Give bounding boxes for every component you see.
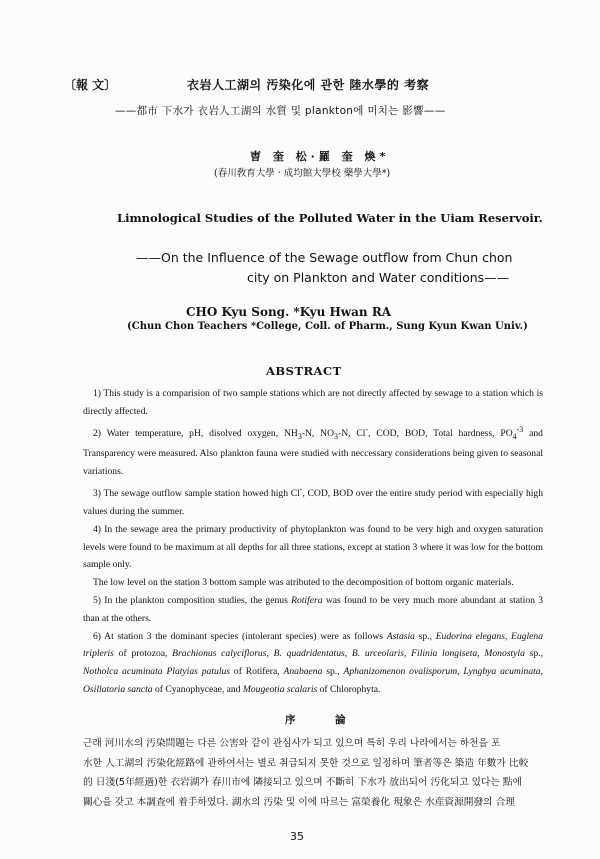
species-name: Anabaena [283, 666, 323, 678]
abstract-text: sp., [524, 648, 543, 660]
intro-line-2: 水한 人工湖의 汚染化經路에 관하여서는 별로 취급되지 못한 것으로 일정하며 筆者等은 築造 年數가 比較 [83, 757, 529, 769]
intro-line-3: 的 日淺(5年經過)한 衣岩湖가 春川市에 隣接되고 있으며 不斷히 下水가 放出되어 汚化되고 있다는 點에 [83, 777, 522, 788]
introduction-body [83, 734, 543, 812]
species-name: Mougeotia scalaris [242, 684, 318, 696]
superscript: - [299, 485, 303, 495]
superscript: -3 [516, 424, 524, 434]
abstract-paragraph-6 [83, 628, 543, 699]
species-name: Aphanizomenon ovalisporum, Lyngbya acuminata, Osillatoria sancta [83, 666, 543, 696]
introduction-heading: 序 論 [285, 714, 364, 726]
abstract-text: and Transparency were measured. Also plankton fauna were studied with neccessary considerations being given to seasonal variations. [83, 427, 543, 478]
abstract-text: 5) In the plankton composition studies, the genus [93, 595, 292, 607]
abstract-text: of Chlorophyta. [317, 684, 381, 696]
abstract-heading: ABSTRACT [266, 364, 342, 378]
genus-name: Rotifera [291, 595, 323, 607]
english-subtitle-line1: ——On the Influence of the Sewage outflow from Chun chon [136, 250, 513, 265]
species-name: Brachionus calyciflorus, B. quadridentatus, B. urceolaris, Filinia longiseta, Monostyla [172, 648, 525, 660]
abstract-paragraph-5 [83, 592, 543, 628]
english-authors: CHO Kyu Song. *Kyu Hwan RA [186, 305, 392, 319]
abstract-text: was found to be very much more abundant at station 3 than at the others. [83, 595, 543, 624]
english-affiliation: (Chun Chon Teachers *College, Coll. of Pharm., Sung Kyun Kwan Univ.) [127, 321, 528, 332]
abstract-text: , COD, BOD over the entire study period with especially high values during the summer. [83, 488, 543, 518]
abstract-text: of Cyanophyceae, and [152, 684, 243, 696]
korean-subtitle: ——都市 下水가 衣岩人工湖의 水質 및 plankton에 미치는 影響—— [115, 105, 446, 117]
abstract-text: -N, Cl [338, 427, 366, 439]
subscript: 3 [297, 431, 302, 441]
english-title: Limnological Studies of the Polluted Water in the Uiam Reservoir. [117, 211, 543, 225]
korean-affiliation: (春川敎育大學 · 成均館大學校 藥學大學*) [214, 168, 391, 179]
abstract-body [83, 385, 543, 699]
abstract-text: 6) At station 3 the dominant species (intolerant species) were as follows [93, 630, 387, 642]
intro-line-4: 關心을 갖고 本調査에 着手하였다. 湖水의 汚染 및 이에 따르는 富榮養化 現象은 水産資源開發의 合理 [83, 796, 515, 808]
abstract-text: -N, NO [301, 427, 335, 439]
abstract-paragraph-3 [83, 481, 543, 521]
abstract-text: 3) The sewage outflow sample station howed high Cl [93, 488, 300, 500]
abstract-text: 2) Water temperature, pH, disolved oxygen, NH [93, 427, 298, 439]
english-subtitle-line2: city on Plankton and Water conditions—— [247, 270, 510, 285]
abstract-text: sp., [414, 630, 436, 642]
abstract-text: of Rotifera, [230, 666, 284, 678]
species-name: Notholca acuminata Platyias patulus [83, 666, 231, 678]
abstract-paragraph-1: 1) This study is a comparision of two sample stations which are not directly affected by sewage to a station which is directly affected. [83, 388, 543, 417]
species-name: Eudorina elegans, Euglena tripleris [83, 630, 543, 660]
abstract-text: sp., [322, 666, 344, 678]
abstract-paragraph-2 [83, 421, 543, 481]
subscript: 4 [512, 431, 517, 441]
abstract-text: , COD, BOD, Total hardness, PO [368, 427, 513, 439]
article-type-tag: 〔報 文〕 [64, 78, 117, 92]
abstract-paragraph-4b: The low level on the station 3 bottom sample was atributed to the decomposition of bottom organic materials. [93, 577, 514, 589]
korean-authors: 曺 奎 松·羅 奎 煥* [250, 150, 390, 163]
abstract-paragraph-4: 4) In the sewage area the primary productivity of phytoplankton was found to be very high and oxygen saturation levels were found to be maximum at all depths for all three stations, except at station 3 where it was low for the bottom sample only. [83, 523, 543, 571]
superscript: - [365, 424, 369, 434]
subscript: 3 [334, 431, 339, 441]
page-number: 35 [290, 830, 304, 843]
abstract-text: of protozoa, [113, 648, 173, 660]
species-name: Astasia [386, 630, 415, 642]
intro-line-1: 근래 河川水의 汚染問題는 다른 公害와 같이 관심사가 되고 있으며 특히 우리 나라에서는 하천을 포 [83, 738, 501, 749]
korean-title: 衣岩人工湖의 汚染化에 관한 陸水學的 考察 [187, 78, 430, 92]
